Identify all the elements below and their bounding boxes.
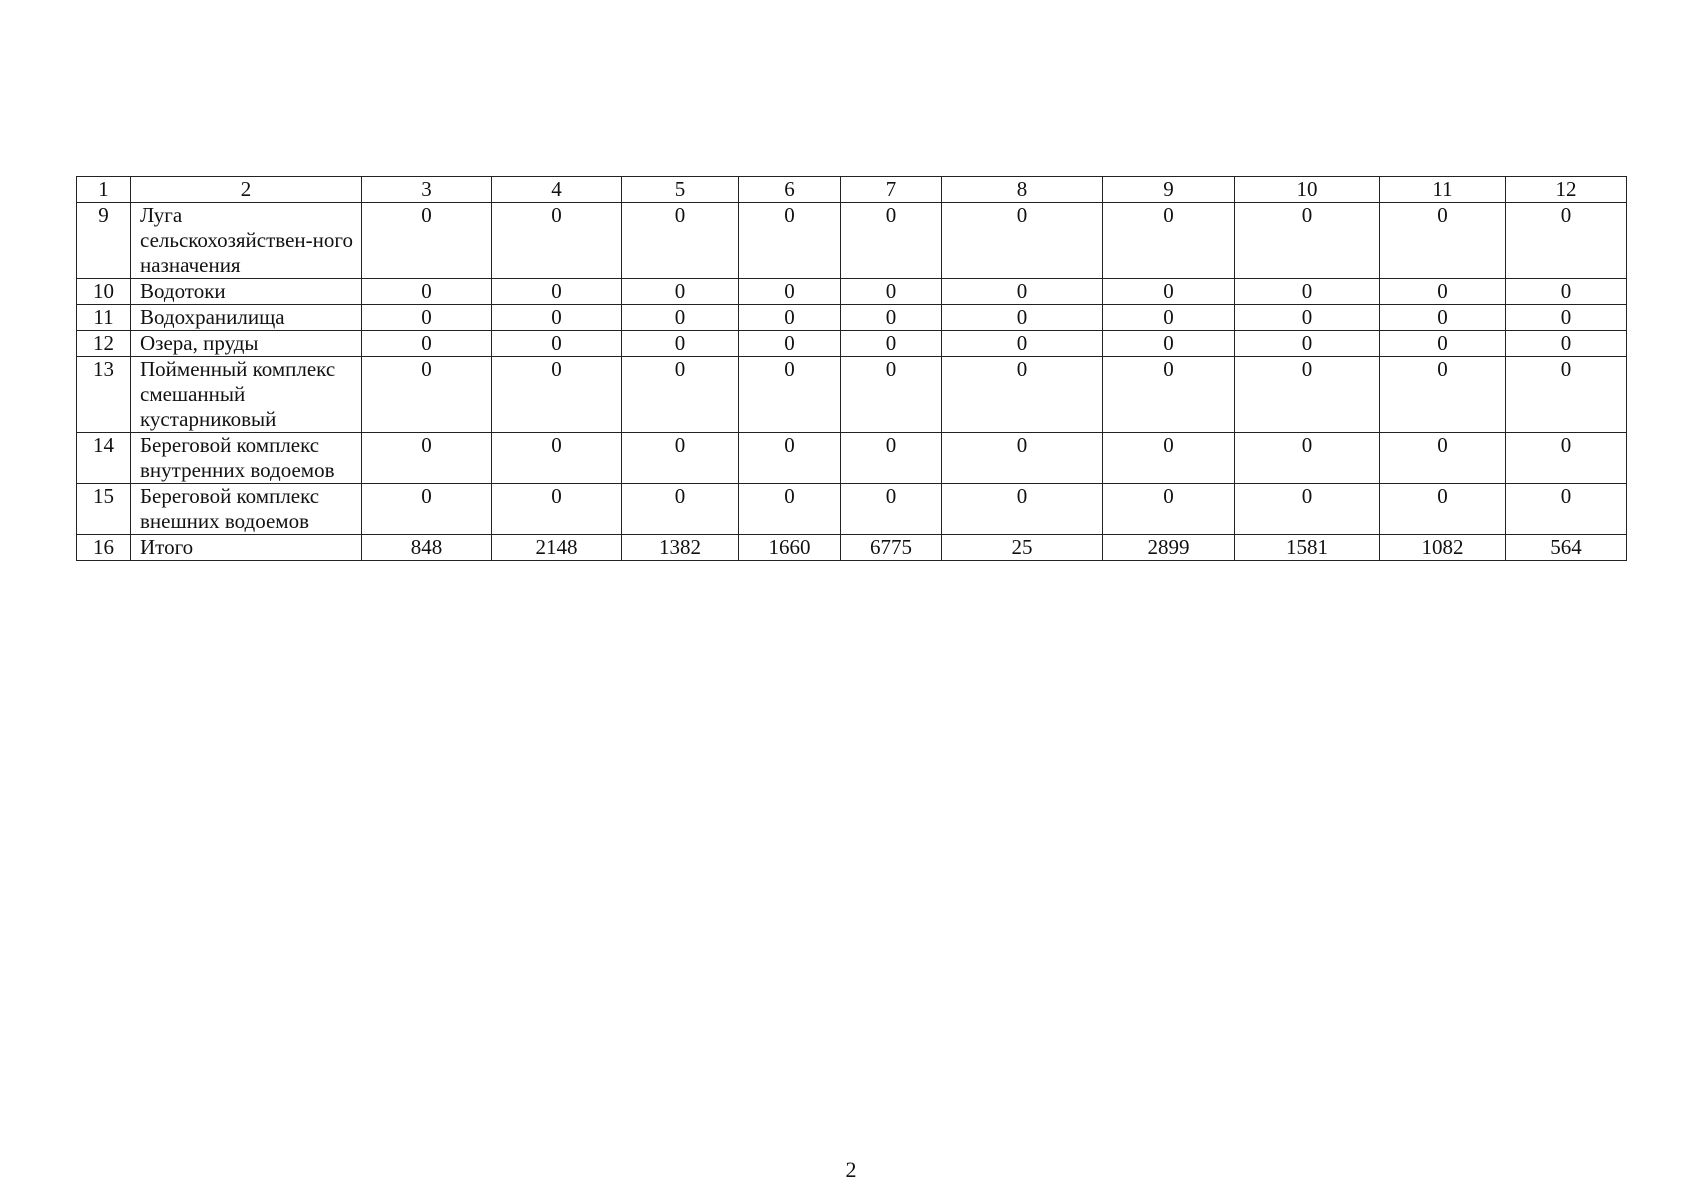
value-cell: 564	[1506, 535, 1627, 561]
value-cell: 0	[362, 331, 492, 357]
table-row	[77, 433, 1627, 484]
value-cell: 0	[492, 484, 622, 535]
row-name-cell: Водохранилища	[131, 305, 362, 331]
value-cell: 0	[739, 331, 841, 357]
value-cell: 0	[622, 279, 739, 305]
table-row	[77, 357, 1627, 433]
value-cell: 0	[1506, 331, 1627, 357]
value-cell: 2148	[492, 535, 622, 561]
table-row	[77, 331, 1627, 357]
value-cell: 0	[622, 203, 739, 279]
value-cell: 0	[1506, 357, 1627, 433]
row-name-cell: Итого	[131, 535, 362, 561]
row-number-cell: 16	[77, 535, 131, 561]
value-cell: 1382	[622, 535, 739, 561]
value-cell: 0	[1235, 433, 1380, 484]
value-cell: 0	[1103, 357, 1235, 433]
value-cell: 0	[1506, 305, 1627, 331]
value-cell: 6775	[841, 535, 942, 561]
value-cell: 0	[1506, 279, 1627, 305]
value-cell: 0	[841, 484, 942, 535]
value-cell: 0	[1380, 484, 1506, 535]
row-name-cell: Береговой комплекс внешних водоемов	[131, 484, 362, 535]
row-number-cell: 14	[77, 433, 131, 484]
column-number-cell: 3	[362, 177, 492, 203]
table-row	[77, 279, 1627, 305]
value-cell: 0	[841, 279, 942, 305]
value-cell: 0	[942, 279, 1103, 305]
row-name-cell: Водотоки	[131, 279, 362, 305]
value-cell: 0	[739, 484, 841, 535]
value-cell: 0	[362, 484, 492, 535]
value-cell: 0	[1380, 203, 1506, 279]
value-cell: 0	[492, 305, 622, 331]
value-cell: 0	[492, 357, 622, 433]
row-number-cell: 9	[77, 203, 131, 279]
value-cell: 0	[1103, 203, 1235, 279]
value-cell: 0	[622, 331, 739, 357]
value-cell: 0	[739, 305, 841, 331]
value-cell: 0	[1103, 433, 1235, 484]
column-number-cell: 8	[942, 177, 1103, 203]
value-cell: 0	[942, 484, 1103, 535]
value-cell: 0	[1103, 331, 1235, 357]
value-cell: 0	[841, 331, 942, 357]
value-cell: 0	[1103, 484, 1235, 535]
column-number-cell: 2	[131, 177, 362, 203]
value-cell: 0	[492, 279, 622, 305]
value-cell: 0	[362, 305, 492, 331]
value-cell: 0	[1103, 305, 1235, 331]
value-cell: 0	[841, 203, 942, 279]
value-cell: 0	[1235, 484, 1380, 535]
value-cell: 0	[1380, 433, 1506, 484]
column-number-cell: 4	[492, 177, 622, 203]
value-cell: 0	[1506, 433, 1627, 484]
value-cell: 0	[1506, 484, 1627, 535]
value-cell: 0	[841, 357, 942, 433]
table-row	[77, 535, 1627, 561]
column-number-cell: 12	[1506, 177, 1627, 203]
value-cell: 0	[1235, 305, 1380, 331]
column-number-cell: 5	[622, 177, 739, 203]
value-cell: 0	[739, 357, 841, 433]
value-cell: 0	[942, 357, 1103, 433]
column-number-cell: 9	[1103, 177, 1235, 203]
value-cell: 0	[739, 203, 841, 279]
value-cell: 0	[362, 203, 492, 279]
value-cell: 0	[739, 433, 841, 484]
data-table	[76, 176, 1627, 561]
value-cell: 0	[1235, 357, 1380, 433]
column-number-cell: 1	[77, 177, 131, 203]
value-cell: 0	[841, 305, 942, 331]
row-number-cell: 13	[77, 357, 131, 433]
value-cell: 0	[492, 203, 622, 279]
value-cell: 0	[1235, 331, 1380, 357]
value-cell: 0	[492, 433, 622, 484]
value-cell: 0	[622, 305, 739, 331]
row-number-cell: 11	[77, 305, 131, 331]
value-cell: 0	[1103, 279, 1235, 305]
row-number-cell: 12	[77, 331, 131, 357]
value-cell: 1660	[739, 535, 841, 561]
column-number-cell: 11	[1380, 177, 1506, 203]
value-cell: 0	[942, 203, 1103, 279]
value-cell: 0	[1506, 203, 1627, 279]
value-cell: 0	[1380, 357, 1506, 433]
column-number-cell: 7	[841, 177, 942, 203]
value-cell: 0	[362, 357, 492, 433]
row-name-cell: Луга сельскохозяйствен-ного назначения	[131, 203, 362, 279]
value-cell: 0	[942, 433, 1103, 484]
value-cell: 25	[942, 535, 1103, 561]
row-name-cell: Береговой комплекс внутренних водоемов	[131, 433, 362, 484]
table-header-row	[77, 177, 1627, 203]
table-row	[77, 203, 1627, 279]
value-cell: 0	[1380, 305, 1506, 331]
table-row	[77, 305, 1627, 331]
column-number-cell: 6	[739, 177, 841, 203]
value-cell: 0	[942, 305, 1103, 331]
value-cell: 0	[622, 433, 739, 484]
value-cell: 1082	[1380, 535, 1506, 561]
value-cell: 0	[841, 433, 942, 484]
value-cell: 0	[622, 357, 739, 433]
value-cell: 2899	[1103, 535, 1235, 561]
value-cell: 0	[1380, 331, 1506, 357]
value-cell: 0	[1235, 203, 1380, 279]
value-cell: 0	[942, 331, 1103, 357]
row-number-cell: 15	[77, 484, 131, 535]
value-cell: 0	[1380, 279, 1506, 305]
value-cell: 0	[492, 331, 622, 357]
value-cell: 848	[362, 535, 492, 561]
value-cell: 0	[1235, 279, 1380, 305]
row-name-cell: Озера, пруды	[131, 331, 362, 357]
table-row	[77, 484, 1627, 535]
table-body	[77, 177, 1627, 561]
row-number-cell: 10	[77, 279, 131, 305]
page-number: 2	[845, 1157, 857, 1182]
value-cell: 0	[362, 433, 492, 484]
value-cell: 0	[622, 484, 739, 535]
row-name-cell: Пойменный комплекс смешанный кустарниковый	[131, 357, 362, 433]
value-cell: 0	[739, 279, 841, 305]
value-cell: 0	[362, 279, 492, 305]
value-cell: 1581	[1235, 535, 1380, 561]
column-number-cell: 10	[1235, 177, 1380, 203]
